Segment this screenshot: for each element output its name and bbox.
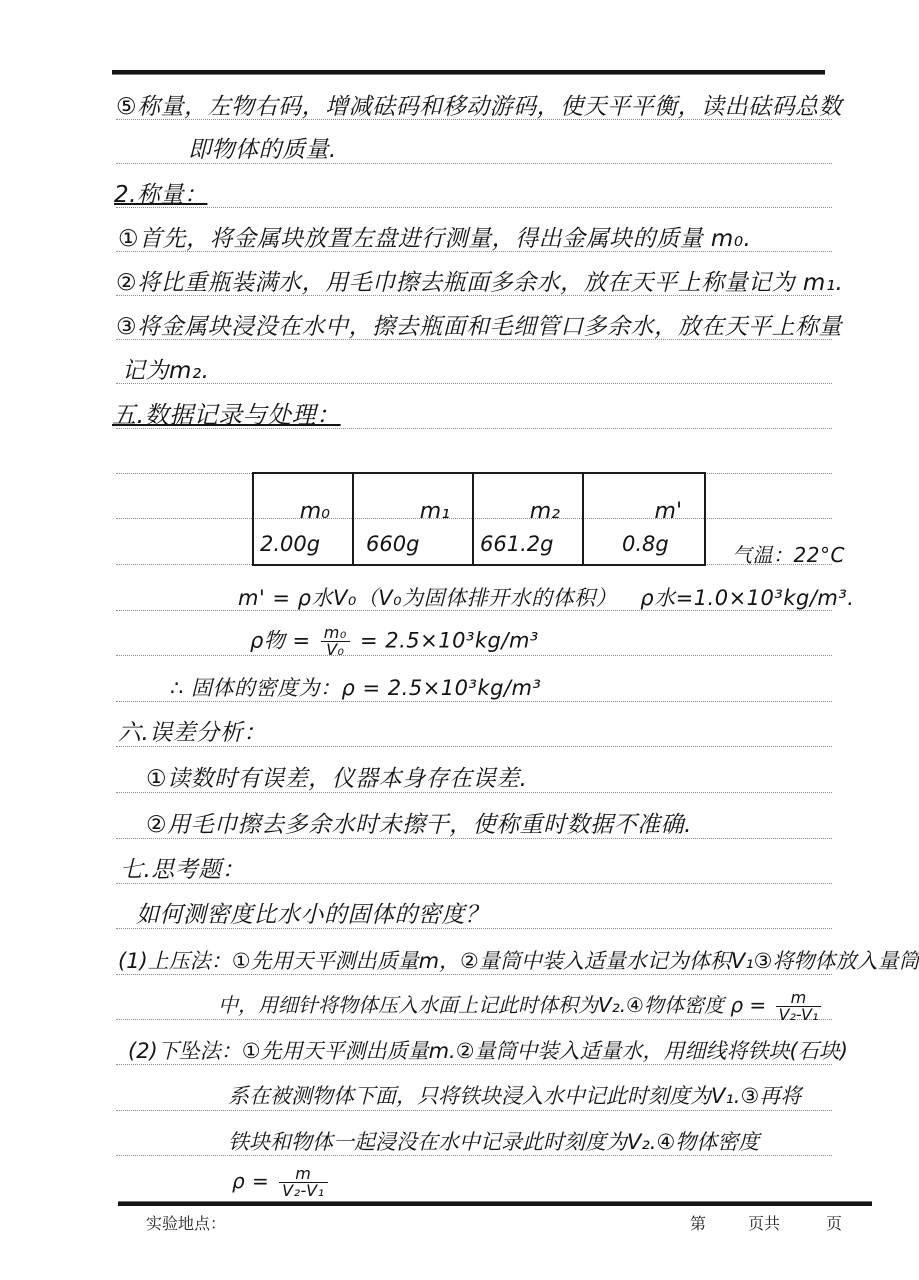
formula-m-prime-left: m' = ρ水V₀（V₀为固体排开水的体积） [238,586,618,610]
step5-line2: 即物体的质量. [188,137,337,163]
ruled-line [116,383,832,384]
header-double-rule [112,70,825,75]
method1-line1: (1)上压法：①先用天平测出质量m，②量筒中装入适量水记为体积V₁③将物体放入量筒 [118,949,919,973]
density-conclusion: ∴ 固体的密度为：ρ = 2.5×10³kg/m³ [170,676,542,700]
section-error-title: 六.误差分析： [118,720,267,746]
error-item-1: ①读数时有误差，仪器本身存在误差. [146,766,528,792]
weighing-step-3-cont: 记为m₂. [122,358,210,384]
method1-line2-text: 中，用细针将物体压入水面上记此时体积为V₂.④物体密度 ρ = [218,993,767,1017]
error-item-2: ②用毛巾擦去多余水时未擦干，使称重时数据不准确. [146,812,692,838]
section-reflection-title: 七.思考题： [120,857,246,883]
formula-density-right: = 2.5×10³kg/m³ [359,628,539,653]
weighing-step-1: ①首先，将金属块放置左盘进行测量，得出金属块的质量 m₀. [118,226,752,252]
table-cell-m1: 660g [353,524,473,565]
method2-formula-left: ρ = [232,1169,270,1193]
fraction-m0-v0 [321,625,350,658]
step5-line1: ⑤称量，左物右码，增减砝码和移动游码，使天平平衡，读出砝码总数 [116,94,843,120]
formula-object-density [250,625,539,658]
table-header-m1: m₁ [353,473,473,524]
footer-double-rule [118,1201,872,1206]
fraction-denominator: V₀ [326,640,345,659]
weighing-step-3: ③将金属块浸没在水中，擦去瓶面和毛细管口多余水，放在天平上称量 [116,314,843,340]
page-label-1: 第 [690,1214,707,1233]
section-data-title [112,400,341,430]
page-label-3: 页 [826,1214,843,1233]
section-weighing-title-text: 2.称量： [114,182,208,208]
weighing-step-2: ②将比重瓶装满水，用毛巾擦去瓶面多余水，放在天平上称量记为 m₁. [116,270,844,296]
fraction-method2 [279,1166,327,1199]
table-header-row [253,473,705,524]
fraction-denominator: V₂-V₁ [778,1005,819,1024]
method1-line2 [218,990,824,1023]
method2-formula [232,1166,331,1199]
fraction-denominator: V₂-V₁ [282,1181,325,1200]
table-header-m-prime: m' [583,473,705,524]
table-header-m0: m₀ [253,473,353,524]
location-label: 实验地点： [146,1214,227,1233]
section-weighing-title [114,180,207,210]
fraction-numerator: m [279,1166,327,1183]
formula-density-left: ρ物 = [250,628,311,653]
temperature-label: 气温：22°C [732,543,845,567]
page-label-2: 页共 [748,1214,781,1233]
method2-line3: 铁块和物体一起浸没在水中记录此时刻度为V₂.④物体密度 [228,1130,760,1154]
formula-water-density: ρ水=1.0×10³kg/m³. [640,586,855,610]
section-data-title-text: 五.数据记录与处理： [112,401,341,429]
table-cell-m2: 661.2g [473,524,583,565]
table-cell-m0: 2.00g [253,524,353,565]
table-header-m2: m₂ [473,473,583,524]
fraction-numerator: m [776,990,822,1007]
data-table [252,472,706,566]
table-row [253,524,705,565]
formula-m-prime [238,583,854,613]
table-cell-m-prime: 0.8g [583,524,705,565]
reflection-question: 如何测密度比水小的固体的密度？ [136,902,489,928]
fraction-numerator: m₀ [321,625,350,642]
fraction-method1 [776,990,822,1023]
method2-line2: 系在被测物体下面，只将铁块浸入水中记此时刻度为V₁.③再将 [228,1084,802,1108]
method2-line1: (2)下坠法：①先用天平测出质量m.②量筒中装入适量水，用细线将铁块(石块) [128,1039,848,1063]
ruled-line [116,207,832,208]
